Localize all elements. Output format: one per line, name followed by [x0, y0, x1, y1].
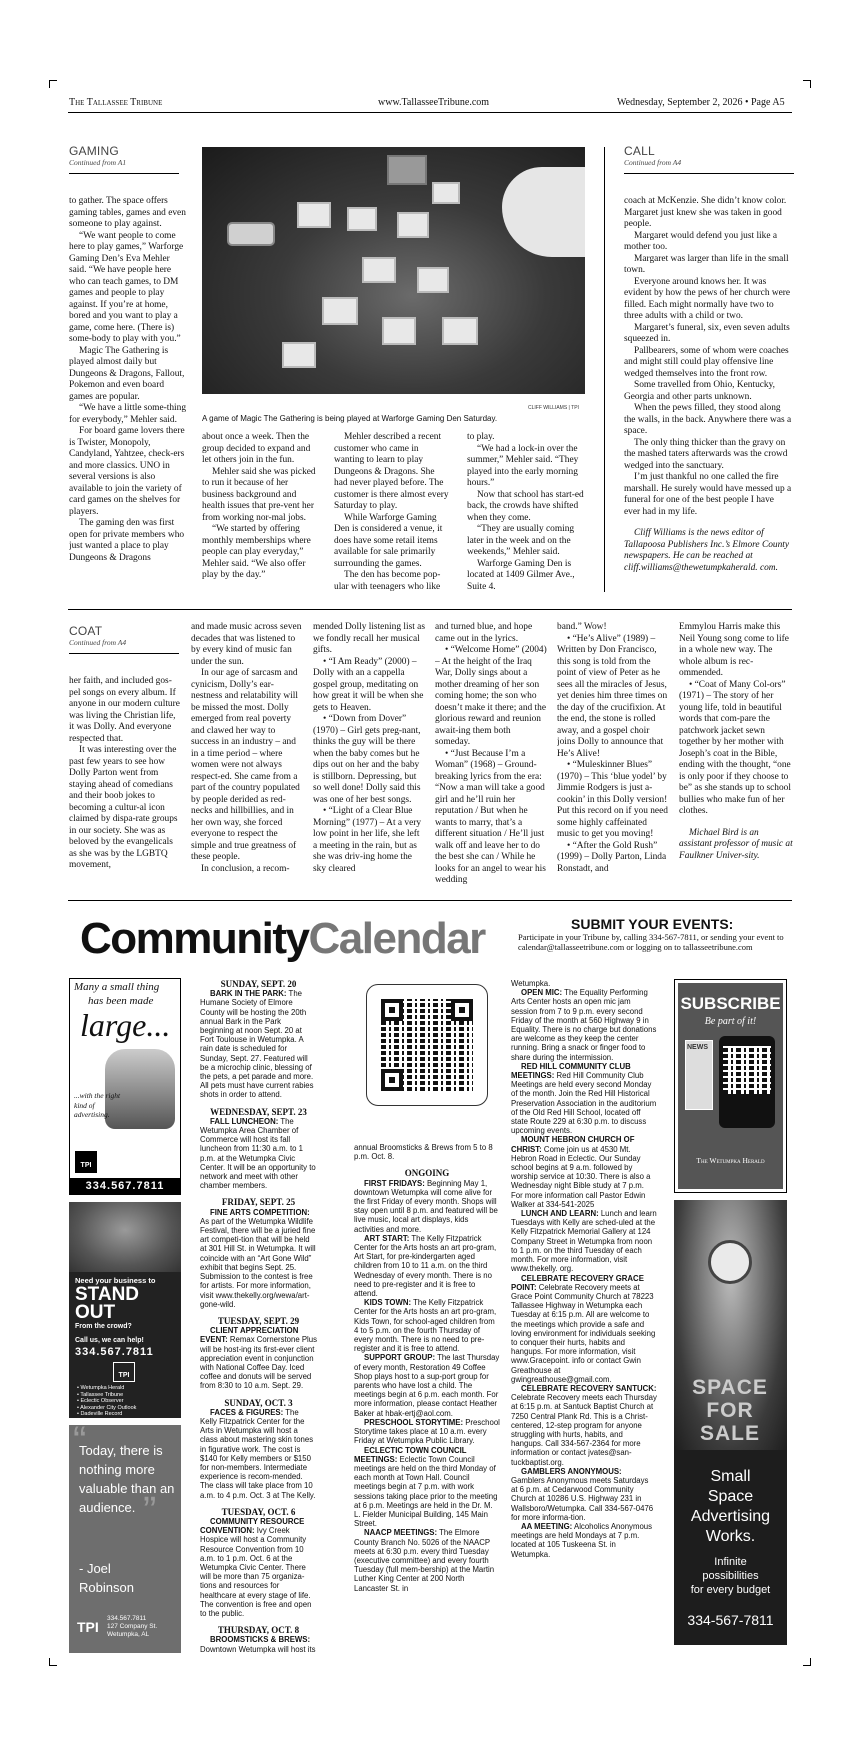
- calendar-event: [200, 1517, 317, 1618]
- paragraph: and made music across seven decades that was listened to by every kind of music fan under the sun.: [191, 622, 302, 667]
- calendar-event-body: Alcoholics Anonymous meetings are held Mondays at 7 p.m. located at 105 Tuskeena St. in Wetumpka.: [511, 1521, 653, 1559]
- section-rule: [68, 900, 792, 901]
- card: [322, 297, 358, 325]
- ad-quote: [69, 1425, 181, 1653]
- ad-standout-top: Need your business to: [75, 1276, 156, 1285]
- paragraph: coach at McKenzie. She didn’t know color. Margaret just knew she was taken in good people.: [624, 196, 787, 229]
- card: [362, 257, 396, 283]
- qr-finder: [381, 999, 403, 1021]
- calendar-event: [200, 1117, 317, 1191]
- crop-mark: [49, 80, 57, 88]
- paragraph: • “Down from Dover” (1970) – Girl gets preg-nant, thinks the guy will be there when the baby comes but he dips out on her and the baby is stillborn. Depressing, but so well done! Dolly said this was one of her best songs.: [313, 714, 421, 805]
- paragraph: • “He’s Alive” (1989) – Written by Don Francisco, this song is told from the point of view of Peter as he sees all the miracles of Jesus, yet denies him three times on the day of the crucifixion. At the end, the stone is rolled away, and a gospel choir joins Dolly to announce that He’s Alive!: [557, 633, 668, 759]
- calendar-event: [511, 1135, 657, 1209]
- ad-large-line4: ...with the right: [74, 1091, 121, 1100]
- paragraph: “We want people to come here to play games,” Warforge Gaming Den’s Eva Mehler said. “We have people here who can teach games, to DM games and people to play against. If you’re at home, bored and you want to play a game, come here. (There is) some-body to play with you.”: [69, 230, 184, 344]
- calendar-event-title: CELEBRATE RECOVERY SANTUCK:: [521, 1383, 657, 1393]
- column-rule: [604, 147, 605, 592]
- paragraph: Mehler said she was picked to run it because of her business background and health issues that pre-vent her from working nor-mal jobs.: [202, 466, 316, 523]
- paragraph: “We started by offering monthly memberships where people can play everyday,” Mehler said. “We also offer play by the day.”: [202, 524, 311, 580]
- paragraph: In conclusion, a recom-: [201, 863, 290, 874]
- paragraph: The gaming den was first open for private members who just wanted a place to play Dungeons & Dragons: [69, 518, 185, 563]
- calendar-event: [200, 989, 317, 1099]
- paragraph: Pallbearers, some of whom were coaches and might still could play offensive line wedged themselves into the front row.: [624, 345, 789, 379]
- calendar-event-title: BARK IN THE PARK:: [210, 989, 287, 999]
- paragraph: I’m just thankful no one called the fire marshall. He surely would have messed up a funeral for one of the best people I have ever had in my life.: [624, 472, 792, 517]
- paragraph: band.” Wow!: [557, 622, 607, 632]
- calendar-event-body: The Kelly Fitzpatrick Center for the Arts hosts an art pro-gram, Art Start, for pre-kindergarten aged children from 10 to 11 a.m. on the third Wednesday of every month. There is no need to pre-register and it is free to attend.: [354, 1233, 497, 1299]
- paragraph: Margaret was larger than life in the small town.: [624, 253, 789, 275]
- calendar-event-body: Celebrate Recovery meets at Grace Point Community Church at 78223 Tallassee Highway in Wetumpka each Tuesday at 6:15 p.m. All are welcome to the meetings which provide a safe and loving environment for individuals seeking to conquer their hurts, habits and hangups. For more information, visit www.Gracepoint. info or contact Gwin Greathouse at gwingreathouse@gmail.com.: [511, 1282, 656, 1384]
- calendar-event: [200, 1208, 317, 1309]
- paragraph: It was interesting over the past few years to see how Dolly Parton went from staying ahead of comedians and their boob jokes to becoming a cultur-al icon claimed by dispa-rate groups in our society. She was as beloved by the evangelicals as she was by the LGBTQ movement,: [69, 745, 178, 870]
- photo-credit: CLIFF WILLIAMS | TPI: [528, 405, 579, 411]
- subscribe-title: SUBSCRIBE: [680, 994, 781, 1013]
- paragraph: “They are usually coming later in the week and on the weekends,” Mehler said.: [467, 524, 575, 557]
- coat-kicker: COAT: [69, 624, 103, 638]
- calendar-event: [354, 1234, 500, 1298]
- calendar-event: [354, 1418, 500, 1446]
- paragraph: • “Just Because I’m a Woman” (1968) – Ground-breaking lyrics from the era: “Now a man will take a good girl and he’ll ruin her reputation / But when he wants to marry, that’s a different situation / He’ll just walk off and leave her to do the best she can / While he looks for an angel to wear his wedding: [435, 748, 546, 885]
- calendar-event-title: CELEBRATE RECOVERY GRACE POINT:: [511, 1273, 644, 1292]
- calendar-event-title: GAMBLERS ANONYMOUS:: [521, 1466, 622, 1476]
- calendar-event: [200, 1635, 317, 1653]
- website: www.TallasseeTribune.com: [378, 97, 490, 108]
- paragraph: Margaret would defend you just like a mother too.: [624, 230, 778, 252]
- paragraph: • “Muleskinner Blues” (1970) – This ‘blue yodel’ by Jimmie Rodgers is just a-cookin’ in this Dolly version! Put this record on if you need some highly caffeinated music to get you moving!: [557, 760, 668, 839]
- publication-list-item: • Alexander City Outlook: [77, 1404, 137, 1411]
- calendar-day-heading: WEDNESDAY, SEPT. 23: [210, 1106, 307, 1117]
- calendar-event-title: CLIENT APPRECIATION EVENT:: [200, 1326, 299, 1345]
- publication-list-item: • Eclectic Observer: [77, 1398, 124, 1404]
- calendar-day-heading: SUNDAY, OCT. 3: [224, 1397, 293, 1408]
- calendar-event: [200, 1408, 317, 1500]
- calendar-event-body: The Humane Society of Elmore County will be hosting the 20th annual Bark in the Park beginning at noon Sept. 20 at Fort Toulouse in Wetumpka. A rain date is scheduled for Sunday, Sept. 27. Featured will be a microchip clinic, blessing of the pets, a pet parade and more. All pets must have current rabies shots in order to attend.: [200, 989, 314, 1100]
- coat-col-5: [557, 622, 669, 888]
- gaming-kicker: GAMING: [69, 144, 119, 158]
- card: [432, 182, 460, 204]
- calendar-event: [511, 1384, 657, 1467]
- publication-list-item: • Wetumpka Herald: [77, 1385, 125, 1391]
- card: [397, 212, 429, 238]
- ad-large: [69, 978, 181, 1195]
- quote-close-mark: ”: [143, 1489, 157, 1533]
- qr-box: [366, 984, 488, 1106]
- paragraph: Some travelled from Ohio, Kentucky, Georgia and other parts unknown.: [624, 380, 776, 402]
- tpi-logo: TPI: [77, 1619, 99, 1635]
- calendar-event-title: ART START:: [364, 1233, 410, 1243]
- calendar-event-title: OPEN MIC:: [521, 988, 563, 998]
- space-l1: Small: [710, 1468, 751, 1485]
- calendar-event-body: Red Hill Community Club Meetings are held every second Monday of the month. Join the Red Hill Historical Preservation Association in the auditorium of the Old Red Hill School, located off state Route 229 at 6:30 p.m. to discuss upcoming events.: [511, 1071, 657, 1136]
- space-for-sale-big: SPACE FOR SALE: [692, 1376, 768, 1445]
- calendar-event-body: As part of the Wetumpka Wildlife Festival, there will be a juried fine art competi-tion that will be held at 301 Hill St. in Wetumpka. It will coincide with an “Art Gone Wild” exhibit that begins Sept. 25. Submission to the contest is free for artists. For more information, visit www.thekelly.org/wewa/art-gone-wild.: [200, 1216, 316, 1309]
- tpi-logo: TPI: [113, 1362, 135, 1382]
- calendar-event: [200, 1326, 317, 1390]
- submit-heading: SUBMIT YOUR EVENTS:: [571, 916, 734, 932]
- card: [297, 202, 331, 228]
- card: [347, 207, 377, 231]
- ad-large-phone: 334.567.7811: [70, 1178, 180, 1195]
- paragraph: Everyone around knows her. It was evident by how the pews of her church were filled. Each might normally have two to three adults with a child or two.: [624, 276, 791, 321]
- calendar-day-heading: TUESDAY, SEPT. 29: [217, 1315, 300, 1326]
- card-deck: [387, 155, 427, 185]
- gaming-col-2: [202, 432, 318, 592]
- lemur-face: [708, 1240, 752, 1284]
- gaming-continued: Continued from A1: [69, 158, 127, 167]
- tpi-logo: TPI: [75, 1151, 97, 1173]
- card: [282, 342, 316, 368]
- calendar-title-calendar: Calendar: [308, 914, 485, 963]
- card: [417, 267, 449, 293]
- paragraph: The only thing thicker than the gravy on the mashed taters afterwards was the crowd wedged into the sanctuary.: [624, 437, 788, 471]
- space-l2: Space: [707, 1488, 754, 1505]
- calendar-event: [511, 1522, 657, 1559]
- calendar-event: [354, 1298, 500, 1353]
- ad-large-line3: large...: [80, 1007, 171, 1043]
- qr-finder: [381, 1069, 403, 1091]
- calendar-event-title: FALL LUNCHEON:: [210, 1116, 279, 1126]
- ad-standout-phone: 334.567.7811: [75, 1346, 154, 1358]
- paragraph: to play.: [467, 432, 495, 442]
- photo-caption: A game of Magic The Gathering is being played at Warforge Gaming Den Saturday.: [202, 414, 498, 423]
- calendar-event-title: RED HILL COMMUNITY CLUB MEETINGS:: [511, 1061, 631, 1081]
- phone-on-table: [227, 222, 275, 246]
- calendar-event: [354, 1179, 500, 1234]
- paragraph: about once a week. Then the group decided to expand and let others join in the fun.: [202, 432, 311, 465]
- calendar-event-body: Come join us at 4530 Mt. Hebron Road in Eclectic. Our Sunday school begins at 9 a.m. followed by worship service at 10:30. There is also a Wednesday night Bible study at 7 p.m. For more information call Pastor Edwin Walker at 334-541-2025: [511, 1144, 651, 1209]
- gaming-col-4: [467, 432, 584, 592]
- calendar-event-body: Preschool Storytime takes place at 10 a.m. every Friday at Wetumpka Public Library.: [354, 1417, 500, 1446]
- crop-mark: [803, 1658, 811, 1666]
- paragraph: For board game lovers there is Twister, Monopoly, Candyland, Yahtzee, check-ers and more classics. UNO in several versions is also available to join the variety of card games on the shelves for players.: [69, 426, 185, 517]
- calendar-day-heading: FRIDAY, SEPT. 25: [221, 1197, 296, 1208]
- calendar-event: [354, 1528, 500, 1592]
- calendar-event-title: LUNCH AND LEARN:: [521, 1209, 599, 1219]
- game-photo: [202, 147, 585, 394]
- ad-standout-call: Call us, we can help!: [75, 1337, 144, 1344]
- calendar-event: [511, 988, 657, 1062]
- calendar-event-title: FACES & FIGURES:: [210, 1407, 284, 1417]
- kicker-rule: [624, 173, 794, 174]
- calendar-day-heading: SUNDAY, SEPT. 20: [220, 980, 297, 989]
- crop-mark: [49, 1658, 57, 1666]
- calendar-col-a: [200, 980, 317, 1660]
- calendar-event-body: Remax Cornerstone Plus will be host-ing its first-ever client appreciation event in conjunction with National Coffee Day. Iced coffee and donuts will be served from 8:30 to 10 a.m. Sept. 29.: [200, 1335, 317, 1391]
- calendar-event: [511, 1467, 657, 1522]
- subscribe-qr-code: [723, 1046, 771, 1094]
- calendar-event-body: The Kelly Fitzpatrick Center for the Arts hosts an art pro-gram, Kids Town, for school-aged children from 4 to 5 p.m. on the fourth Thursday of every month. There is no need to pre-register and it is free to attend.: [354, 1298, 497, 1354]
- ad-subscribe: [674, 979, 787, 1193]
- paragraph: “We have a little some-thing for everybody,” Mehler said.: [69, 403, 187, 425]
- call-continued: Continued from A4: [624, 158, 682, 167]
- coat-continued: Continued from A4: [69, 638, 127, 647]
- paragraph: to gather. The space offers gaming tables, games and even someone to play against.: [69, 196, 186, 229]
- paragraph: and turned blue, and hope came out in the lyrics.: [435, 622, 533, 644]
- folio-rule: [68, 112, 792, 113]
- calendar-event-body: The Equality Performing Arts Center hosts an open mic jam session from 7 to 9 p.m. every second Friday of the month at 560 Highway 9 in Equality. There is no charge but donations are welcome as they keep the center running. Bring a snack or finger food to share during the intermission.: [511, 988, 657, 1062]
- publication-list-item: • Dadeville Record: [77, 1411, 123, 1417]
- calendar-col-b: [354, 1143, 500, 1660]
- call-byline: Cliff Williams is the news editor of Tallapoosa Publishers Inc.’s Elmore County newspapers. He can be reached at cliff.williams@thewetumpkaherald. com.: [624, 528, 790, 573]
- paragraph: mended Dolly listening list as we fondly recall her musical gifts.: [313, 622, 425, 655]
- coat-col-3: [313, 622, 425, 888]
- coat-kicker-block: [69, 624, 179, 654]
- calendar-day-heading: ONGOING: [404, 1168, 450, 1179]
- paragraph: Warforge Gaming Den is located at 1409 Gilmer Ave., Suite 4.: [467, 558, 575, 592]
- date-page: Wednesday, September 2, 2026 • Page A5: [617, 97, 785, 108]
- space-l4: Works.: [705, 1528, 756, 1545]
- coat-col-6: [679, 622, 793, 888]
- calendar-event-body: The Wetumpka Area Chamber of Commerce will host its fall luncheon from 11:30 a.m. to 1 p.m. at the Wetumpka Civic Center. It will be an opportunity to network and meet with other chamber members.: [200, 1116, 316, 1191]
- gaming-kicker-block: [69, 144, 179, 174]
- coat-col-2: [191, 622, 303, 888]
- calendar-title: [80, 914, 485, 964]
- quote-text: Today, there is nothing more valuable than an audience.: [79, 1443, 175, 1515]
- calendar-text: Wetumpka.: [511, 979, 551, 988]
- card: [382, 317, 416, 345]
- calendar-day-heading: THURSDAY, OCT. 8: [217, 1625, 300, 1636]
- card: [442, 317, 478, 345]
- space-phone: 334-567-7811: [687, 1612, 774, 1628]
- paragraph: While Warforge Gaming Den is considered a venue, it does have some retail items available for sale primarily surrounding the games.: [334, 512, 443, 569]
- calendar-text: annual Broomsticks & Brews from 5 to 8 p.m. Oct. 8.: [354, 1143, 493, 1162]
- space-l3: Advertising: [690, 1508, 771, 1525]
- qr-code: [381, 999, 473, 1091]
- coat-byline: Michael Bird is an assistant professor of music at Faulkner Univer-sity.: [679, 827, 793, 861]
- paper-logo: The Wetumpka Herald: [696, 1156, 765, 1165]
- quote-phone: 334.567.7811: [107, 1615, 147, 1622]
- ad-standout-big1: STAND: [75, 1284, 140, 1305]
- calendar-event: [354, 1446, 500, 1529]
- calendar-event: [511, 1274, 657, 1384]
- paragraph: Now that school has start-ed back, the crowds have shifted when they come.: [467, 489, 584, 523]
- paragraph: Margaret’s funeral, six, even seven adults squeezed in.: [624, 322, 790, 344]
- calendar-col-c: [511, 979, 657, 1660]
- publication-list-item: • Tallassee Tribune: [77, 1391, 124, 1398]
- coat-col-1: [69, 676, 181, 888]
- calendar-event: [511, 1209, 657, 1273]
- calendar-event-title: NAACP MEETINGS:: [364, 1528, 438, 1538]
- quote-addr1: 127 Company St.: [107, 1623, 158, 1630]
- ad-large-line2: has been made: [88, 995, 154, 1007]
- ad-standout: [69, 1202, 181, 1418]
- calendar-event-title: KIDS TOWN:: [364, 1298, 412, 1308]
- calendar-event-body: Ivy Creek Hospice will host a Community Resource Convention from 10 a.m. to 1 p.m. Oct. 6 at the Wetumpka Civic Center. There will be more than 75 organiza-tions and resources for healthcare at every stage of life. The convention is free and open to the public.: [200, 1526, 312, 1618]
- paragraph: • “Welcome Home” (2004) – At the height of the Iraq War, Dolly sings about a mother dreaming of her son coming home; the son who doesn’t make it there; and the glorious reward and reunion await-ing them both someday.: [435, 645, 547, 747]
- kicker-rule: [69, 653, 179, 654]
- calendar-event-body: The Elmore County Branch No. 5026 of the NAACP meets at 6:30 p.m. every third Tuesday (executive committee) and every fourth Tuesday (full mem-bership) at the Martin Luther King Center at 200 North Lancaster St. in: [354, 1528, 495, 1593]
- paragraph: When the pews filled, they stood along the walls, in the back. Anywhere there was a space.: [624, 403, 792, 436]
- subscribe-sub: Be part of it!: [704, 1016, 757, 1027]
- submit-body: Participate in your Tribune by, calling 334-567-7811, or sending your event to calendar@tallasseetribune.com or logging on to tallasseetribune.com: [518, 932, 784, 952]
- ad-space-for-sale: [674, 1200, 787, 1645]
- paragraph: In our age of sarcasm and cynicism, Dolly’s ear-nestness and relatability will be missed the most. Dolly emerged from real poverty and clawed her way to success in an industry – and in a time period – where women were not always respect-ed. She came from a part of the country populated by people derided as red-necks and hillbillies, and in her own way, she forced everyone to respect the simple and true greatness of these people.: [191, 668, 300, 862]
- paragraph: • “Coat of Many Col-ors” (1971) – The story of her young life, told in beautiful words that com-pare the patchwork jacket sewn together by her mother with Joseph’s coat in the Bible, ending with the thought, “one is only poor if they choose to be” as she stands up to school bullies who make fun of her clothes.: [679, 679, 791, 816]
- calendar-event-body: Gamblers Anonymous meets Saturdays at 6 p.m. at Cedarwood Community Church at 10286 U.S. Highway 231 in Wallsboro/Wetumpka. Call 334-567-0476 for more informa-tion.: [511, 1475, 654, 1522]
- space-l7: for every budget: [690, 1584, 771, 1596]
- calendar-event-title: SUPPORT GROUP:: [364, 1353, 436, 1363]
- call-kicker: CALL: [624, 144, 655, 158]
- calendar-event: [511, 1062, 657, 1136]
- calendar-event-body: Eclectic Town Council meetings are held on the third Monday of each month at Town Hall. Council meetings begin at 7 p.m. with work sessions taking place prior to the meeting at 6 p.m. Meetings are held in the Dr. M. L. Fielder Municipal Building, 145 Main Street.: [354, 1454, 498, 1529]
- coat-col-4: [435, 622, 547, 888]
- call-column: [624, 196, 792, 592]
- gaming-col-1: [69, 196, 188, 592]
- paragraph: Magic The Gathering is played almost daily but Dungeons & Dragons, Fallout, Pokemon and even board games are popular.: [69, 345, 185, 402]
- ad-standout-big2: OUT: [75, 1302, 116, 1323]
- calendar-event-body: Beginning May 1, downtown Wetumpka will come alive for the first Friday of every month. Shops will stay open until 8 p.m. and featured will be live music, local art displays, kids activities and more.: [354, 1178, 498, 1234]
- calendar-day-heading: TUESDAY, OCT. 6: [221, 1506, 296, 1517]
- ad-large-line1: Many a small thing: [74, 981, 160, 993]
- ad-standout-sub: From the crowd?: [75, 1323, 132, 1330]
- newspaper-label: NEWS: [687, 1044, 708, 1051]
- ad-large-line5: kind of advertising.: [74, 1101, 110, 1119]
- crop-mark: [803, 80, 811, 88]
- space-l6: possibilities: [702, 1570, 759, 1582]
- calendar-event-title: ECLECTIC TOWN COUNCIL MEETINGS:: [354, 1445, 467, 1464]
- calendar-event-body: The last Thursday of every month, Restoration 49 Coffee Shop plays host to a sup-port group for parents who have lost a child. The meetings begin at 6 p.m. each month. For more information, please contact Heather Baker at hbak-ertj@aol.com.: [354, 1353, 500, 1418]
- calendar-event-body: Lunch and learn Tuesdays with Kelly are sched-uled at the Kelly Fitzpatrick Memorial Gallery at 124 Company Street in Wetumpka from noon to 1 p.m. on the third Tuesday of each month. For more information, visit www.thekelly. org.: [511, 1209, 657, 1274]
- calendar-event-title: AA MEETING:: [521, 1521, 573, 1531]
- calendar-event-title: COMMUNITY RESOURCE CONVENTION:: [200, 1516, 305, 1536]
- quote-author: - Joel Robinson: [79, 1561, 134, 1595]
- egg-graphic: [69, 1202, 181, 1272]
- paragraph: The den has become pop-ular with teenagers who like: [334, 570, 441, 592]
- paragraph: • “Light of a Clear Blue Morning” (1977) – At a very low point in her life, she left a meeting in the rain, but as she was driv-ing home the sky cleared: [313, 806, 422, 874]
- paragraph: • “After the Gold Rush” (1999) – Dolly Parton, Linda Ronstadt, and: [557, 840, 667, 874]
- gaming-col-3: [334, 432, 450, 592]
- calendar-event-body: Celebrate Recovery meets each Thursday at 6:15 p.m. at Santuck Baptist Church at 7250 Central Plank Rd. This is a Christ-centered, 12-step program for anyone struggling with hurts, habits, and hangups. Call 334-567-2364 for more information or contact jvates@san-tuckbaptist.org.: [511, 1393, 657, 1467]
- calendar-event-body: The Kelly Fitzpatrick Center for the Arts in Wetumpka will host a class about mastering skin tones in figurative work. The cost is $140 for Kelly members or $150 for non-members. Intermediate experience is recom-mended. The class will take place from 10 a.m. to 4 p.m. Oct. 3 at The Kelly.: [200, 1407, 316, 1500]
- call-kicker-block: [624, 144, 794, 174]
- dog-illustration: [105, 1049, 175, 1129]
- paragraph: Mehler described a recent customer who came in wanting to learn to play Dungeons & Dragons. She had never played before. The customer is there almost every Saturday to play.: [334, 432, 449, 511]
- paragraph: Emmylou Harris make this Neil Young song come to life in a whole new way. The whole album is rec-ommended.: [679, 622, 789, 678]
- kicker-rule: [69, 173, 179, 174]
- space-l5: Infinite: [714, 1556, 747, 1568]
- calendar-event-body: Downtown Wetumpka will host its: [200, 1644, 316, 1654]
- calendar-event-title: MOUNT HEBRON CHURCH OF CHRIST:: [511, 1135, 635, 1154]
- paragraph: her faith, and included gos-pel songs on every album. If anyone in our modern culture was living the Christian life, it was Dolly. And everyone respected that.: [69, 676, 180, 744]
- paragraph: • “I Am Ready” (2000) – Dolly with an a cappella gospel group, meditating on how great it will be when she gets to Heaven.: [313, 656, 424, 713]
- calendar-event-title: FIRST FRIDAYS:: [364, 1178, 425, 1188]
- section-rule: [68, 609, 792, 610]
- paragraph: “We had a lock-in over the summer,” Mehler said. “They played into the early morning hours.”: [467, 443, 579, 488]
- ad-standout-list: [77, 1385, 136, 1418]
- quote-open-mark: “: [73, 1425, 87, 1463]
- paper-name: The Tallassee Tribune: [69, 97, 163, 108]
- calendar-event-title: BROOMSTICKS & BREWS:: [210, 1635, 311, 1645]
- calendar-title-community: Community: [80, 914, 309, 963]
- calendar-event-title: PRESCHOOL STORYTIME:: [364, 1417, 464, 1427]
- calendar-event: [354, 1353, 500, 1417]
- calendar-event-title: FINE ARTS COMPETITION:: [210, 1207, 310, 1217]
- quote-addr2: Wetumpka, AL: [107, 1631, 150, 1638]
- qr-finder: [451, 999, 473, 1021]
- hand: [502, 167, 585, 257]
